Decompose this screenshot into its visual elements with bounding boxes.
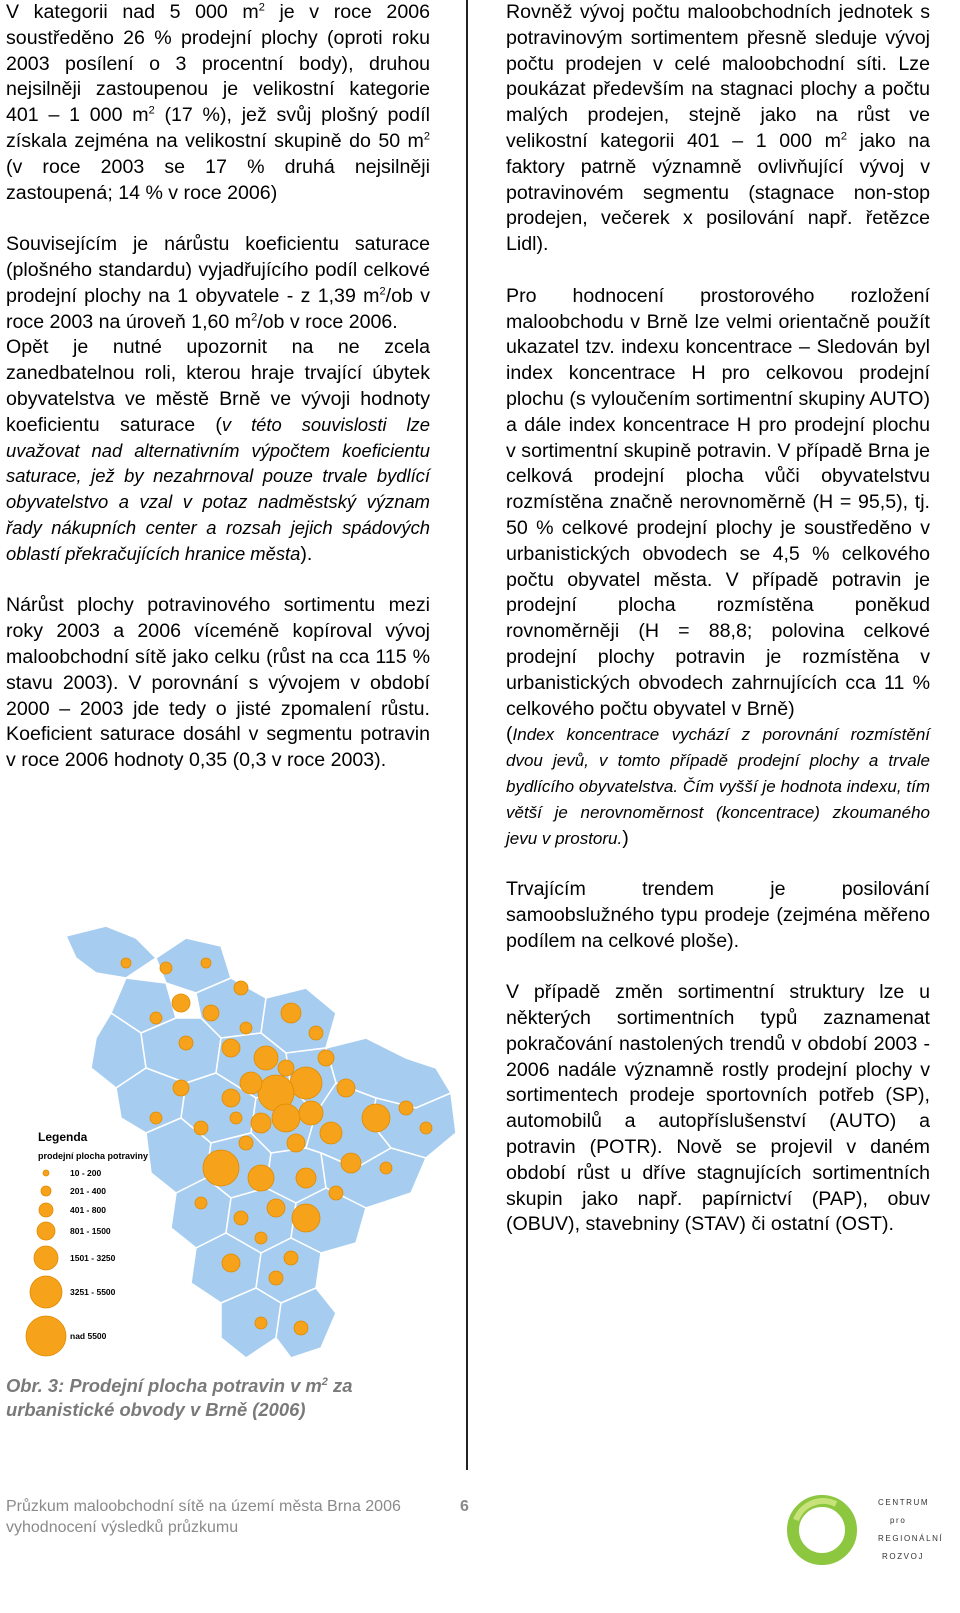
sales-area-circle <box>121 958 131 968</box>
sales-area-circle <box>222 1089 240 1107</box>
sales-area-circle <box>179 1036 193 1050</box>
sales-area-circle <box>290 1067 322 1099</box>
footer-document-subtitle: vyhodnocení výsledků průzkumu <box>6 1519 239 1536</box>
brno-map-figure <box>6 918 461 1373</box>
legend-symbol <box>37 1222 55 1240</box>
left-paragraph-4: Nárůst plochy potravinového sortimentu mezi roky 2003 a 2006 víceméně kopíroval vývoj maloobchodní sítě jako celku (růst na cca 115 % stavu 2003). V porovnání s vývojem v období 2000 – 2003 jde tedy o jisté zpomalení růstu. Koeficient saturace dosáhl v segmentu potravin v roce 2006 hodnoty 0,35 (0,3 v roce 2003). <box>6 594 430 772</box>
crr-logo <box>776 1490 952 1570</box>
sales-area-circle <box>284 1251 298 1265</box>
legend-label: 3251 - 5500 <box>70 1287 116 1297</box>
district-polygons <box>66 926 456 1358</box>
sales-area-circle <box>281 1003 301 1023</box>
sales-area-circle <box>255 1317 267 1329</box>
sales-area-circle <box>203 1005 219 1021</box>
right-column <box>506 0 930 1238</box>
legend-symbol <box>41 1186 51 1196</box>
map-legend <box>26 1123 148 1373</box>
sales-area-circle <box>296 1168 316 1188</box>
sales-area-circle <box>320 1122 342 1144</box>
sales-area-circle <box>248 1165 274 1191</box>
sales-area-circle <box>172 994 190 1012</box>
left-paragraph-3: Opět je nutné upozornit na ne zcela zanedbatelnou roli, kterou hraje trvající úbytek obyvatelstva ve městě Brně ve vývoji hodnoty koeficientu saturace (v této souvislosti lze uvažovat nad alternativním výpočtem koeficientu saturace, jež by nezahrnoval pouze trvale bydlící obyvatelstvo a vzal v potaz nadměstský význam řady nákupních center a rozsah jejich spádových oblastí překračujících hranice města). <box>6 336 430 565</box>
sales-area-circle <box>160 962 172 974</box>
sales-area-circle <box>362 1104 390 1132</box>
logo-ring-icon <box>776 1490 876 1570</box>
legend-label: 401 - 800 <box>70 1205 106 1215</box>
figure-caption: Obr. 3: Prodejní plocha potravin v $m^2$ za urbanistické obvody v Brně (2006) <box>6 1375 353 1420</box>
sales-area-circle <box>201 958 211 968</box>
sales-area-circle <box>240 1022 252 1034</box>
logo-text-line-1: CENTRUM <box>878 1498 930 1507</box>
legend-symbol <box>39 1203 53 1217</box>
sales-area-circle <box>272 1104 300 1132</box>
sales-area-circle <box>337 1079 355 1097</box>
legend-subtitle: prodejní plocha potraviny <box>38 1151 149 1161</box>
district-polygon <box>66 926 156 978</box>
page-number: 6 <box>460 1498 469 1515</box>
logo-text-line-4: ROZVOJ <box>882 1552 925 1561</box>
right-paragraph-2: Pro hodnocení prostorového rozložení maloobchodu v Brně lze velmi orientačně použít ukazatel tzv. indexu koncentrace – Sledován byl index koncentrace H pro celkovou prodejní plochu (s vyloučením sortimentní skupiny AUTO) a dále index koncentrace H pro prodejní plochu v sortimentní skupině potravin. V případě Brna je celková prodejní plocha vůči obyvatelstvu rozmístěna značně nerovnoměrně (H = 95,5), tj. 50 % celkové prodejní plochy je soustředěno v urbanistických obvodech se 4,5 % celkového počtu obyvatel města. V případě potravin je prodejní plocha rozmístěna poněkud rovnoměrněji (H = 88,8; polovina celkové prodejní plochy potravin je rozmístěna v urbanistických obvodech zahrnujících cca 11 % celkového počtu obyvatel v Brně) <box>506 284 930 720</box>
column-divider <box>466 0 468 1470</box>
sales-area-circle <box>203 1150 239 1186</box>
legend-symbol <box>30 1276 62 1308</box>
sales-area-circle <box>329 1186 343 1200</box>
legend-label: 801 - 1500 <box>70 1226 111 1236</box>
sales-area-circle <box>173 1080 189 1096</box>
legend-symbol <box>34 1246 58 1270</box>
left-paragraph-2: Souvisejícím je nárůstu koeficientu saturace (plošného standardu) vyjadřujícího podíl celkové prodejní plochy na 1 obyvatele - z 1,39 $m^2/ob$ v roce 2003 na úroveň 1,60 $m^2/ob$ v roce 2006. <box>6 233 430 333</box>
sales-area-circle <box>150 1112 162 1124</box>
legend-label: nad 5500 <box>70 1331 107 1341</box>
sales-area-circle <box>309 1026 323 1040</box>
legend-symbol <box>26 1316 66 1356</box>
left-column <box>6 0 430 774</box>
legend-label: 10 - 200 <box>70 1168 102 1178</box>
legend-symbol <box>43 1170 49 1176</box>
sales-area-circle <box>292 1204 320 1232</box>
logo-text-line-2: pro <box>890 1516 907 1525</box>
logo-text-line-3: REGIONÁLNÍ <box>878 1534 944 1543</box>
right-paragraph-4: Trvajícím trendem je posilování samoobslužného typu prodeje (zejména měřeno podílem na celkové ploše). <box>506 878 930 952</box>
sales-area-circle <box>222 1039 240 1057</box>
sales-area-circle <box>318 1050 334 1066</box>
district-polygon <box>221 1288 281 1358</box>
sales-area-circle <box>234 1211 248 1225</box>
brno-map <box>6 918 461 1373</box>
sales-area-circle <box>399 1101 413 1115</box>
sales-area-circle <box>150 1012 162 1024</box>
right-paragraph-3: (Index koncentrace vychází z porovnání rozmístění dvou jevů, v tomto případě prodejní plochy a trvale bydlícího obyvatelstva. Čím vyšší je hodnota indexu, tím větší je nerovnoměrnost (koncentrace) zkoumaného jevu v prostoru.) <box>506 723 930 849</box>
sales-area-circle <box>230 1112 242 1124</box>
sales-area-circle <box>267 1199 285 1217</box>
sales-area-circle <box>251 1113 271 1133</box>
sales-area-circle <box>269 1271 283 1285</box>
sales-area-circle <box>255 1232 267 1244</box>
legend-label: 1501 - 3250 <box>70 1253 116 1263</box>
sales-area-circle <box>299 1101 323 1125</box>
footer-document-title: Průzkum maloobchodní sítě na území města Brna 2006 <box>6 1498 401 1515</box>
page-footer <box>0 1490 960 1613</box>
sales-area-circle <box>287 1134 305 1152</box>
sales-area-circle <box>341 1153 361 1173</box>
right-paragraph-1: Rovněž vývoj počtu maloobchodních jednotek s potravinovým sortimentem přesně sleduje vývoj počtu prodejen v celé maloobchodní síti. Lze poukázat především na stagnaci plochy a počtu malých prodejen, stejně jako na růst ve velikostní kategorii 401 – 1 000 $m^2$ jako na faktory patrně významně ovlivňující vývoj v potravinovém segmentu (stagnace non-stop prodejen, večerek x posilování např. řetězce Lidl). <box>506 1 930 256</box>
sales-area-circle <box>254 1046 278 1070</box>
sales-area-circle <box>222 1254 240 1272</box>
legend-label: 201 - 400 <box>70 1186 106 1196</box>
sales-area-circle <box>194 1121 208 1135</box>
sales-area-circle <box>195 1197 207 1209</box>
sales-area-circle <box>380 1162 392 1174</box>
sales-area-circle <box>278 1060 294 1076</box>
sales-area-circle <box>240 1072 262 1094</box>
right-paragraph-5: V případě změn sortimentní struktury lze u některých sortimentních typů zaznamenat pokračování nastolených trendů v období 2003 - 2006 nadále významně rostly prodejní plochy v sortimentech prodeje sportovních potřeb (SP), automobilů a autopříslušenství (AUTO) a potravin (POTR). Nově se projevil v daném období růst u dříve stagnujících sortimentních skupin jako např. papírnictví (PAP), obuv (OBUV), stavebniny (STAV) či ostatní (OST). <box>506 981 930 1236</box>
sales-area-circle <box>294 1321 308 1335</box>
legend-title: Legenda <box>38 1130 88 1144</box>
left-paragraph-1: V kategorii nad 5 000 $m^2$ je v roce 2006 soustředěno 26 % prodejní plochy (oproti roku 2003 posílení o 3 procentní body), druhou nejsilněji zastoupenou je velikostní kategorie 401 – 1 000 $m^2$ (17 %), jež svůj plošný podíl získala zejména na velikostní skupině do 50 $m^2$ (v roce 2003 se 17 % druhá nejsilněji zastoupená; 14 % v roce 2006) <box>6 1 431 204</box>
sales-area-circle <box>234 981 248 995</box>
sales-area-circle <box>420 1122 432 1134</box>
sales-area-circle <box>239 1136 253 1150</box>
